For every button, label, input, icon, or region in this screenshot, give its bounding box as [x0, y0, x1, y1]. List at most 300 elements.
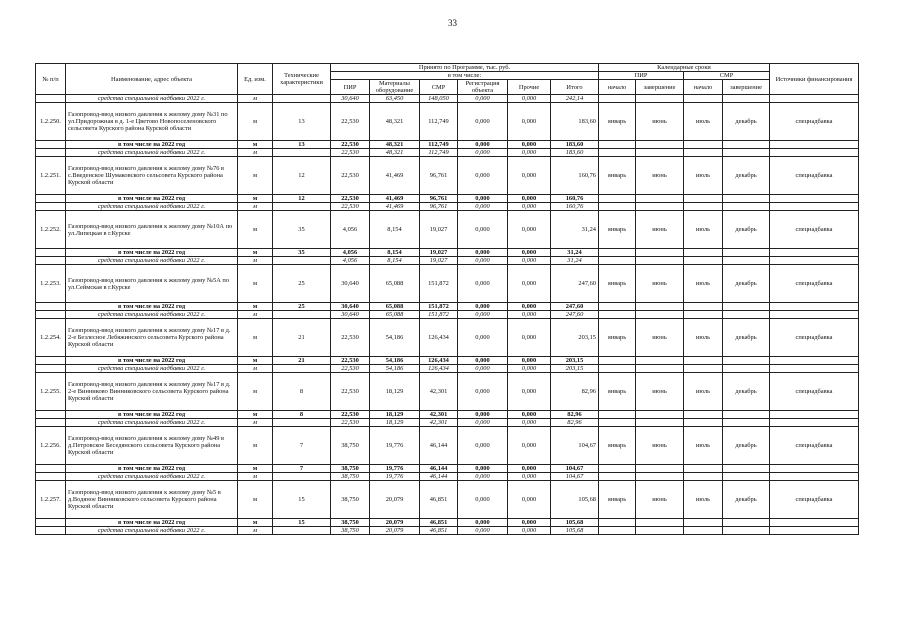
empty-cell: [636, 149, 684, 157]
header-num: № п/п: [36, 64, 66, 95]
smr-end: декабрь: [723, 157, 770, 195]
object-total: 104,67: [551, 427, 599, 465]
object-tech: 15: [273, 481, 331, 519]
empty-cell: [636, 527, 684, 535]
object-materials: 48,321: [370, 103, 420, 141]
subtotal-row: [36, 141, 859, 149]
subtotal-total: 183,60: [551, 141, 599, 149]
empty-cell: [770, 311, 859, 319]
special-unit: м: [238, 203, 273, 211]
subtotal-registration: 0,000: [458, 141, 508, 149]
funding-source: спецнадбавка: [770, 373, 859, 411]
top-special-pir: 30,640: [331, 95, 370, 103]
object-other: 0,000: [508, 373, 551, 411]
header-smr: СМР: [420, 80, 458, 95]
special-pir: 22,530: [331, 419, 370, 427]
special-materials: 48,321: [370, 149, 420, 157]
subtotal-smr: 151,872: [420, 303, 458, 311]
special-tech-empty: [273, 527, 331, 535]
row-number-empty: [36, 311, 66, 319]
special-allowance-row: [36, 311, 859, 319]
subtotal-smr: 46,851: [420, 519, 458, 527]
subtotal-other: 0,000: [508, 357, 551, 365]
subtotal-smr: 42,301: [420, 411, 458, 419]
object-smr: 46,851: [420, 481, 458, 519]
special-smr: 151,872: [420, 311, 458, 319]
pir-start: январь: [599, 319, 636, 357]
empty-cell: [684, 149, 723, 157]
subtotal-other: 0,000: [508, 195, 551, 203]
object-total: 247,60: [551, 265, 599, 303]
smr-start: июль: [684, 373, 723, 411]
smr-start: июль: [684, 319, 723, 357]
object-total: 203,15: [551, 319, 599, 357]
pir-end: июнь: [636, 319, 684, 357]
object-pir: 22,530: [331, 103, 370, 141]
empty-cell: [599, 257, 636, 265]
row-number-empty: [36, 527, 66, 535]
header-unit: Ед. изм.: [238, 64, 273, 95]
top-special-row: [36, 95, 859, 103]
object-pir: 38,750: [331, 481, 370, 519]
special-registration: 0,000: [458, 473, 508, 481]
object-total: 31,24: [551, 211, 599, 249]
object-other: 0,000: [508, 265, 551, 303]
subtotal-other: 0,000: [508, 303, 551, 311]
subtotal-total: 31,24: [551, 249, 599, 257]
empty-cell: [684, 411, 723, 419]
empty-cell: [599, 249, 636, 257]
special-other: 0,000: [508, 203, 551, 211]
object-materials: 19,776: [370, 427, 420, 465]
subtotal-label: в том числе на 2022 год: [66, 303, 238, 311]
empty-cell: [770, 473, 859, 481]
pir-end: июнь: [636, 373, 684, 411]
object-unit: м: [238, 211, 273, 249]
subtotal-pir: 38,750: [331, 519, 370, 527]
special-smr: 96,761: [420, 203, 458, 211]
special-allowance-row: [36, 473, 859, 481]
empty-cell: [723, 141, 770, 149]
subtotal-materials: 41,469: [370, 195, 420, 203]
subtotal-pir: 38,750: [331, 465, 370, 473]
subtotal-unit: м: [238, 465, 273, 473]
empty-cell: [770, 519, 859, 527]
object-tech: 13: [273, 103, 331, 141]
pir-end: июнь: [636, 427, 684, 465]
subtotal-row: [36, 303, 859, 311]
special-total: 203,15: [551, 365, 599, 373]
empty-cell: [770, 527, 859, 535]
object-other: 0,000: [508, 211, 551, 249]
pir-start: январь: [599, 481, 636, 519]
object-pir: 38,750: [331, 427, 370, 465]
special-total: 31,24: [551, 257, 599, 265]
empty-cell: [636, 141, 684, 149]
object-materials: 20,079: [370, 481, 420, 519]
special-registration: 0,000: [458, 311, 508, 319]
subtotal-smr: 126,434: [420, 357, 458, 365]
special-registration: 0,000: [458, 419, 508, 427]
empty-cell: [770, 365, 859, 373]
empty-cell: [684, 365, 723, 373]
smr-start: июль: [684, 481, 723, 519]
object-pir: 30,640: [331, 265, 370, 303]
header-materials: Материалы оборудование: [370, 80, 420, 95]
special-unit: м: [238, 149, 273, 157]
subtotal-materials: 48,321: [370, 141, 420, 149]
smr-end: декабрь: [723, 211, 770, 249]
subtotal-registration: 0,000: [458, 411, 508, 419]
row-number-empty: [36, 411, 66, 419]
object-other: 0,000: [508, 427, 551, 465]
empty-cell: [723, 419, 770, 427]
subtotal-registration: 0,000: [458, 519, 508, 527]
header-cal-smr: СМР: [684, 72, 770, 80]
empty-cell: [684, 303, 723, 311]
subtotal-materials: 8,154: [370, 249, 420, 257]
special-pir: 38,750: [331, 527, 370, 535]
empty-cell: [684, 419, 723, 427]
special-allowance-row: [36, 149, 859, 157]
smr-start: июль: [684, 157, 723, 195]
special-pir: 22,530: [331, 149, 370, 157]
object-total: 160,76: [551, 157, 599, 195]
subtotal-registration: 0,000: [458, 303, 508, 311]
special-smr: 42,301: [420, 419, 458, 427]
special-materials: 65,088: [370, 311, 420, 319]
empty-cell: [636, 419, 684, 427]
program-table: [35, 63, 859, 535]
pir-start: январь: [599, 157, 636, 195]
object-registration: 0,000: [458, 265, 508, 303]
object-name: Газопровод-ввод низкого давления к жилому дому №5 в д.Водяное Винниковского сельсовета Курского района Курской области: [66, 481, 238, 519]
special-label: средства специальной надбавки 2022 г.: [66, 473, 238, 481]
subtotal-unit: м: [238, 357, 273, 365]
empty-cell: [770, 303, 859, 311]
header-name: Наименование, адрес объекта: [66, 64, 238, 95]
special-unit: м: [238, 257, 273, 265]
subtotal-other: 0,000: [508, 249, 551, 257]
object-other: 0,000: [508, 319, 551, 357]
special-total: 82,96: [551, 419, 599, 427]
subtotal-pir: 22,530: [331, 357, 370, 365]
empty-cell: [723, 519, 770, 527]
top-special-registration: 0,000: [458, 95, 508, 103]
subtotal-row: [36, 465, 859, 473]
special-other: 0,000: [508, 473, 551, 481]
object-pir: 4,056: [331, 211, 370, 249]
empty-cell: [770, 249, 859, 257]
empty-cell: [723, 249, 770, 257]
special-label: средства специальной надбавки 2022 г.: [66, 149, 238, 157]
table-row: [36, 373, 859, 411]
empty-cell: [684, 249, 723, 257]
special-total: 183,60: [551, 149, 599, 157]
special-tech-empty: [273, 203, 331, 211]
special-pir: 4,056: [331, 257, 370, 265]
empty-cell: [770, 419, 859, 427]
subtotal-registration: 0,000: [458, 249, 508, 257]
empty-cell: [636, 249, 684, 257]
subtotal-tech: 25: [273, 303, 331, 311]
row-number-empty: [36, 149, 66, 157]
special-registration: 0,000: [458, 365, 508, 373]
subtotal-tech: 21: [273, 357, 331, 365]
empty-cell: [684, 527, 723, 535]
empty-cell: [723, 203, 770, 211]
subtotal-unit: м: [238, 519, 273, 527]
subtotal-pir: 22,530: [331, 411, 370, 419]
object-registration: 0,000: [458, 319, 508, 357]
empty-cell: [599, 195, 636, 203]
table-row: [36, 265, 859, 303]
object-unit: м: [238, 373, 273, 411]
object-tech: 25: [273, 265, 331, 303]
object-name: Газопровод-ввод низкого давления к жилому дому №5А по ул.Сеймская в г.Курске: [66, 265, 238, 303]
object-registration: 0,000: [458, 103, 508, 141]
subtotal-label: в том числе на 2022 год: [66, 141, 238, 149]
subtotal-tech: 7: [273, 465, 331, 473]
special-allowance-row: [36, 365, 859, 373]
special-other: 0,000: [508, 311, 551, 319]
special-materials: 54,186: [370, 365, 420, 373]
empty-cell: [723, 465, 770, 473]
object-registration: 0,000: [458, 157, 508, 195]
subtotal-registration: 0,000: [458, 465, 508, 473]
empty-cell: [770, 195, 859, 203]
empty-cell: [599, 519, 636, 527]
empty-cell: [684, 203, 723, 211]
object-materials: 8,154: [370, 211, 420, 249]
object-other: 0,000: [508, 157, 551, 195]
pir-end: июнь: [636, 265, 684, 303]
subtotal-other: 0,000: [508, 141, 551, 149]
special-smr: 19,027: [420, 257, 458, 265]
object-smr: 112,749: [420, 103, 458, 141]
pir-start: январь: [599, 373, 636, 411]
smr-start: июль: [684, 211, 723, 249]
special-total: 160,76: [551, 203, 599, 211]
object-registration: 0,000: [458, 373, 508, 411]
object-unit: м: [238, 103, 273, 141]
object-name: Газопровод-ввод низкого давления к жилому дому №49 в д.Петровское Беседянского сельсовета Курского района Курской области: [66, 427, 238, 465]
row-number-empty: [36, 365, 66, 373]
row-number-empty: [36, 473, 66, 481]
object-materials: 65,088: [370, 265, 420, 303]
empty-cell: [636, 473, 684, 481]
row-number-empty: [36, 249, 66, 257]
subtotal-smr: 96,761: [420, 195, 458, 203]
empty-cell: [636, 411, 684, 419]
table-row: [36, 211, 859, 249]
special-unit: м: [238, 419, 273, 427]
special-total: 104,67: [551, 473, 599, 481]
object-materials: 18,129: [370, 373, 420, 411]
special-label: средства специальной надбавки 2022 г.: [66, 203, 238, 211]
object-materials: 54,186: [370, 319, 420, 357]
header-funding: Источники финансирования: [770, 64, 859, 95]
empty-cell: [770, 203, 859, 211]
subtotal-label: в том числе на 2022 год: [66, 357, 238, 365]
empty-cell: [770, 465, 859, 473]
subtotal-row: [36, 519, 859, 527]
subtotal-tech: 13: [273, 141, 331, 149]
object-name: Газопровод-ввод низкого давления к жилому дому №10А по ул.Липецкая в г.Курске: [66, 211, 238, 249]
smr-end: декабрь: [723, 319, 770, 357]
empty-cell: [599, 465, 636, 473]
page-number: 33: [448, 18, 457, 28]
object-unit: м: [238, 319, 273, 357]
pir-start: январь: [599, 211, 636, 249]
row-number: 1.2.252.: [36, 211, 66, 249]
special-smr: 112,749: [420, 149, 458, 157]
special-label: средства специальной надбавки 2022 г.: [66, 365, 238, 373]
empty-cell: [599, 365, 636, 373]
object-materials: 41,469: [370, 157, 420, 195]
header-pir-end: завершение: [636, 80, 684, 95]
row-number: 1.2.253.: [36, 265, 66, 303]
object-tech: 35: [273, 211, 331, 249]
top-special-materials: 63,450: [370, 95, 420, 103]
subtotal-pir: 22,530: [331, 141, 370, 149]
special-tech-empty: [273, 365, 331, 373]
object-tech: 8: [273, 373, 331, 411]
empty-cell: [723, 195, 770, 203]
header-smr-end: завершение: [723, 80, 770, 95]
row-number-empty: [36, 195, 66, 203]
subtotal-unit: м: [238, 141, 273, 149]
header-accepted: Принято по Программе, тыс. руб.: [331, 64, 599, 72]
empty-cell: [723, 365, 770, 373]
empty-cell: [636, 311, 684, 319]
subtotal-label: в том числе на 2022 год: [66, 249, 238, 257]
object-tech: 21: [273, 319, 331, 357]
smr-end: декабрь: [723, 427, 770, 465]
header-smr-start: начало: [684, 80, 723, 95]
object-total: 82,96: [551, 373, 599, 411]
special-registration: 0,000: [458, 149, 508, 157]
row-number: 1.2.251.: [36, 157, 66, 195]
empty-cell: [636, 257, 684, 265]
empty-cell: [684, 473, 723, 481]
smr-end: декабрь: [723, 481, 770, 519]
subtotal-materials: 65,088: [370, 303, 420, 311]
object-name: Газопровод-ввод низкого давления к жилому дому №31 по ул.Придорожная в д. 1-е Цветово Новопоселеновского сельсовета Курского района Курской области: [66, 103, 238, 141]
subtotal-label: в том числе на 2022 год: [66, 195, 238, 203]
subtotal-tech: 35: [273, 249, 331, 257]
special-materials: 18,129: [370, 419, 420, 427]
row-number-empty: [36, 203, 66, 211]
subtotal-registration: 0,000: [458, 357, 508, 365]
row-number: 1.2.255.: [36, 373, 66, 411]
special-label: средства специальной надбавки 2022 г.: [66, 527, 238, 535]
top-special-total: 242,14: [551, 95, 599, 103]
subtotal-row: [36, 195, 859, 203]
object-smr: 46,144: [420, 427, 458, 465]
row-number: 1.2.257.: [36, 481, 66, 519]
empty-cell: [723, 411, 770, 419]
header-calendar: Календарные сроки: [599, 64, 770, 72]
special-tech-empty: [273, 149, 331, 157]
object-unit: м: [238, 157, 273, 195]
special-pir: 22,530: [331, 365, 370, 373]
subtotal-total: 203,15: [551, 357, 599, 365]
empty-cell: [636, 303, 684, 311]
row-number: 1.2.256.: [36, 427, 66, 465]
object-tech: 7: [273, 427, 331, 465]
subtotal-registration: 0,000: [458, 195, 508, 203]
row-number: 1.2.254.: [36, 319, 66, 357]
special-pir: 22,530: [331, 203, 370, 211]
special-registration: 0,000: [458, 527, 508, 535]
header-pir-start: начало: [599, 80, 636, 95]
object-smr: 126,434: [420, 319, 458, 357]
object-pir: 22,530: [331, 319, 370, 357]
special-registration: 0,000: [458, 257, 508, 265]
object-smr: 96,761: [420, 157, 458, 195]
object-registration: 0,000: [458, 481, 508, 519]
object-smr: 19,027: [420, 211, 458, 249]
smr-end: декабрь: [723, 103, 770, 141]
special-unit: м: [238, 311, 273, 319]
table-row: [36, 319, 859, 357]
empty-cell: [599, 411, 636, 419]
empty-cell: [636, 357, 684, 365]
empty-cell: [599, 357, 636, 365]
row-number-empty: [36, 141, 66, 149]
top-special-smr: 148,050: [420, 95, 458, 103]
funding-source: спецнадбавка: [770, 157, 859, 195]
empty-cell: [770, 411, 859, 419]
empty-cell: [599, 419, 636, 427]
row-number-empty: [36, 419, 66, 427]
empty-cell: [723, 257, 770, 265]
funding-source: спецнадбавка: [770, 427, 859, 465]
subtotal-total: 105,68: [551, 519, 599, 527]
funding-source: спецнадбавка: [770, 265, 859, 303]
object-smr: 151,872: [420, 265, 458, 303]
special-other: 0,000: [508, 365, 551, 373]
subtotal-unit: м: [238, 411, 273, 419]
empty-cell: [723, 473, 770, 481]
empty-cell: [770, 141, 859, 149]
special-tech-empty: [273, 257, 331, 265]
special-tech-empty: [273, 419, 331, 427]
special-other: 0,000: [508, 527, 551, 535]
header-total: Итого: [551, 80, 599, 95]
smr-end: декабрь: [723, 373, 770, 411]
subtotal-label: в том числе на 2022 год: [66, 411, 238, 419]
header-pir: ПИР: [331, 80, 370, 95]
empty-cell: [599, 473, 636, 481]
subtotal-pir: 30,640: [331, 303, 370, 311]
subtotal-unit: м: [238, 249, 273, 257]
empty-cell: [723, 311, 770, 319]
pir-end: июнь: [636, 103, 684, 141]
object-registration: 0,000: [458, 427, 508, 465]
special-other: 0,000: [508, 257, 551, 265]
empty-cell: [599, 203, 636, 211]
special-pir: 38,750: [331, 473, 370, 481]
subtotal-total: 247,60: [551, 303, 599, 311]
subtotal-pir: 4,056: [331, 249, 370, 257]
subtotal-row: [36, 411, 859, 419]
subtotal-tech: 8: [273, 411, 331, 419]
row-number-empty: [36, 357, 66, 365]
empty-cell: [684, 195, 723, 203]
object-other: 0,000: [508, 481, 551, 519]
